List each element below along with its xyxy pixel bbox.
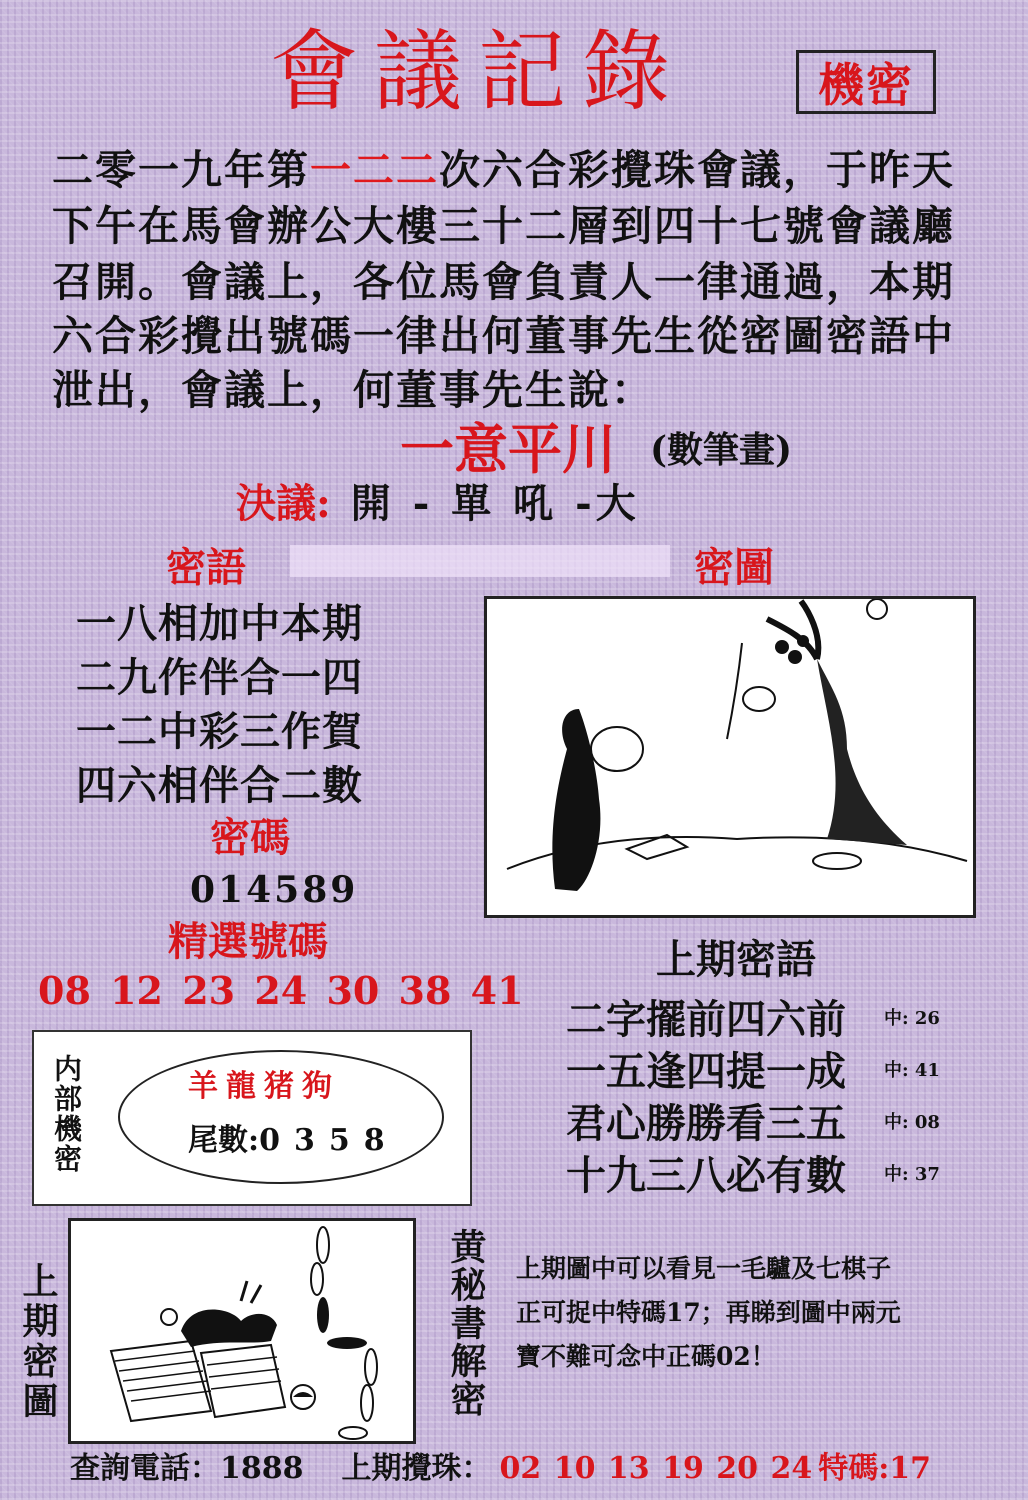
- secret-words-heading: 密語: [166, 544, 246, 591]
- intro-line-2: 下午在馬會辦公大樓三十二層到四十七號會議廳: [52, 202, 955, 250]
- phone-inquiry: 查詢電話：1888: [70, 1451, 304, 1486]
- key-phrase-note: (數筆畫): [650, 429, 793, 471]
- last-picture-frame: [68, 1218, 416, 1444]
- confidential-badge: [796, 50, 936, 114]
- last-words-heading: 上期密語: [656, 936, 816, 983]
- secret-picture-heading: 密圖: [694, 544, 774, 591]
- tail-digits: 0358: [259, 1123, 399, 1158]
- tail-label: 尾數:: [188, 1123, 260, 1158]
- confidential-badge-label: 機密: [818, 58, 914, 112]
- last-picture-label: 上期密圖: [17, 1262, 59, 1422]
- key-phrase: 一意平川: [400, 417, 616, 481]
- secret-words-line: 二九作伴合一四: [76, 654, 363, 701]
- resolution-label: 決議:: [236, 480, 331, 527]
- last-words-hit: 中: 08: [884, 1112, 940, 1133]
- secret-code-value: 014589: [190, 869, 359, 911]
- issue-number: 一二二: [310, 146, 439, 194]
- last-words-line: 二字擺前四六前: [566, 996, 846, 1043]
- previous-draw-numbers: 02 10 13 19 20 24: [499, 1451, 813, 1486]
- zodiac-animals: 羊龍猪狗: [188, 1069, 340, 1104]
- secretary-line: 正可捉中特碼17；再睇到圖中兩元: [516, 1298, 901, 1327]
- intro-line-4: 六合彩攪出號碼一律出何董事先生從密圖密語中: [52, 312, 955, 360]
- blurred-strip: [290, 545, 670, 577]
- secretary-label: 黄秘書解密: [445, 1228, 487, 1418]
- last-words-hit: 中: 41: [884, 1060, 940, 1081]
- secret-picture-frame: [484, 596, 976, 918]
- secret-words-line: 一八相加中本期: [76, 600, 363, 647]
- secret-picture-illustration: [487, 599, 973, 915]
- picks-numbers: 08 12 23 24 30 38 41: [38, 968, 524, 1013]
- last-picture-illustration: [71, 1221, 413, 1441]
- picks-heading: 精選號碼: [168, 918, 328, 965]
- intro-line-5: 泄出，會議上，何董事先生說：: [52, 366, 654, 414]
- special-number: 特碼:17: [818, 1451, 932, 1486]
- last-words-line: 十九三八必有數: [566, 1152, 846, 1199]
- last-words-hit: 中: 26: [884, 1008, 940, 1029]
- tail-digits-row: [188, 1123, 399, 1158]
- resolution: [236, 480, 640, 527]
- secretary-line: 寶不難可念中正碼02！: [516, 1342, 776, 1371]
- intro-line-3: 召開。會議上，各位馬會負責人一律通過，本期: [52, 258, 955, 306]
- last-words-line: 君心勝勝看三五: [566, 1100, 846, 1147]
- secretary-line: 上期圖中可以看見一毛驢及七棋子: [516, 1254, 892, 1283]
- page-title: 會議記錄: [270, 20, 687, 123]
- resolution-value: 開 - 單 吼 -大: [350, 480, 640, 527]
- intro-line-1-end: 次六合彩攪珠會議，于昨天: [439, 146, 955, 194]
- last-words-hit: 中: 37: [884, 1164, 940, 1185]
- inner-secret-label: 内部機密: [50, 1054, 83, 1174]
- intro-line-1-start: 二零一九年第: [52, 146, 310, 194]
- footer: [70, 1451, 932, 1486]
- last-words-line: 一五逢四提一成: [566, 1048, 846, 1095]
- secret-words-line: 一二中彩三作賀: [76, 708, 363, 755]
- intro-line-1: [52, 146, 955, 194]
- secret-code-heading: 密碼: [210, 814, 290, 861]
- secret-words-line: 四六相伴合二數: [76, 762, 363, 809]
- previous-draw-label: 上期攪珠：: [341, 1451, 492, 1486]
